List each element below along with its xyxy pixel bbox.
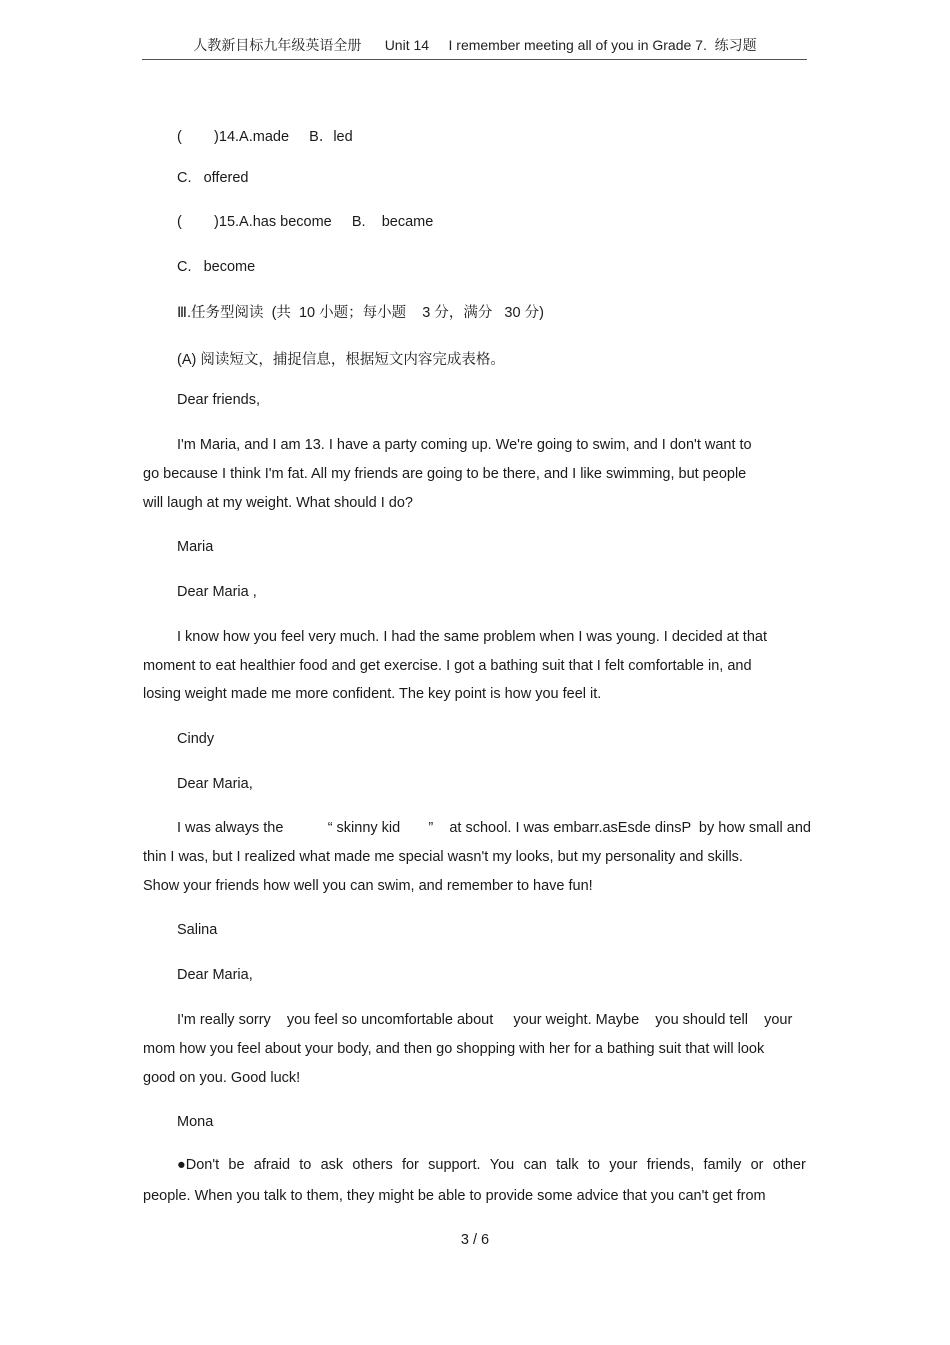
letter-salina-greeting: Dear Maria, [177, 776, 253, 792]
letter-cindy-line: losing weight made me more confident. The key point is how you feel it. [143, 686, 602, 702]
tip-word: other [772, 1157, 806, 1173]
tip-word: your [609, 1157, 638, 1173]
section-heading: Ⅲ.任务型阅读 (共 10 小题；每小题 3 分，满分 30 分) [177, 305, 544, 321]
letter-maria-line: I'm Maria, and I am 13. I have a party coming up. We're going to swim, and I don't want to [177, 437, 752, 453]
letter-salina-line: I was always the “ skinny kid ” at school. I was embarr.asEsde dinsP by how small and [177, 820, 811, 836]
letter-cindy-greeting: Dear Maria , [177, 584, 257, 600]
question-14-option-c: C. offered [177, 170, 249, 186]
page-header: 人教新目标九年级英语全册 Unit 14 I remember meeting all of you in Grade 7. 练习题 [193, 37, 757, 53]
letter-mona-line: I'm really sorry you feel so uncomfortable about your weight. Maybe you should tell your [177, 1012, 793, 1028]
page-number: 3 / 6 [460, 1232, 490, 1248]
tip-word: friends, [646, 1157, 695, 1173]
tip-word: for [401, 1157, 419, 1173]
letter-salina-line: thin I was, but I realized what made me special wasn't my looks, but my personality and skills. [143, 849, 743, 865]
tip-word: You [489, 1157, 515, 1173]
tip-word: ask [320, 1157, 344, 1173]
question-15-option-c: C. become [177, 259, 256, 275]
letter-maria-signature: Maria [177, 539, 214, 555]
letter-mona-greeting: Dear Maria, [177, 967, 253, 983]
letter-mona-signature: Mona [177, 1114, 214, 1130]
tip-word: family [703, 1157, 742, 1173]
tip-word: ●Don't [177, 1157, 220, 1173]
tip-word: others [352, 1157, 393, 1173]
header-divider [142, 59, 807, 60]
tip-word: afraid [253, 1157, 291, 1173]
letter-mona-line: good on you. Good luck! [143, 1070, 301, 1086]
letter-salina-line: Show your friends how well you can swim, and remember to have fun! [143, 878, 593, 894]
tip-paragraph-line: people. When you talk to them, they might be able to provide some advice that you can't get from [143, 1188, 766, 1204]
question-14: ( )14.A.made B．led [177, 129, 353, 145]
letter-maria-greeting: Dear friends, [177, 392, 261, 408]
tip-word: to [587, 1157, 600, 1173]
letter-maria-line: will laugh at my weight. What should I do? [143, 495, 413, 511]
letter-cindy-line: moment to eat healthier food and get exercise. I got a bathing suit that I felt comfortable in, and [143, 658, 752, 674]
question-15: ( )15.A.has become B. became [177, 214, 434, 230]
tip-paragraph-line [177, 1157, 806, 1173]
section-instruction: (A) 阅读短文，捕捉信息，根据短文内容完成表格。 [177, 352, 505, 368]
tip-word: be [228, 1157, 245, 1173]
tip-word: can [523, 1157, 547, 1173]
letter-cindy-line: I know how you feel very much. I had the same problem when I was young. I decided at that [177, 629, 767, 645]
letter-mona-line: mom how you feel about your body, and then go shopping with her for a bathing suit that will look [143, 1041, 765, 1057]
tip-word: talk [556, 1157, 579, 1173]
letter-salina-signature: Salina [177, 922, 218, 938]
letter-cindy-signature: Cindy [177, 731, 215, 747]
tip-word: or [750, 1157, 764, 1173]
tip-word: support. [428, 1157, 481, 1173]
tip-word: to [299, 1157, 312, 1173]
letter-maria-line: go because I think I'm fat. All my friends are going to be there, and I like swimming, but people [143, 466, 747, 482]
